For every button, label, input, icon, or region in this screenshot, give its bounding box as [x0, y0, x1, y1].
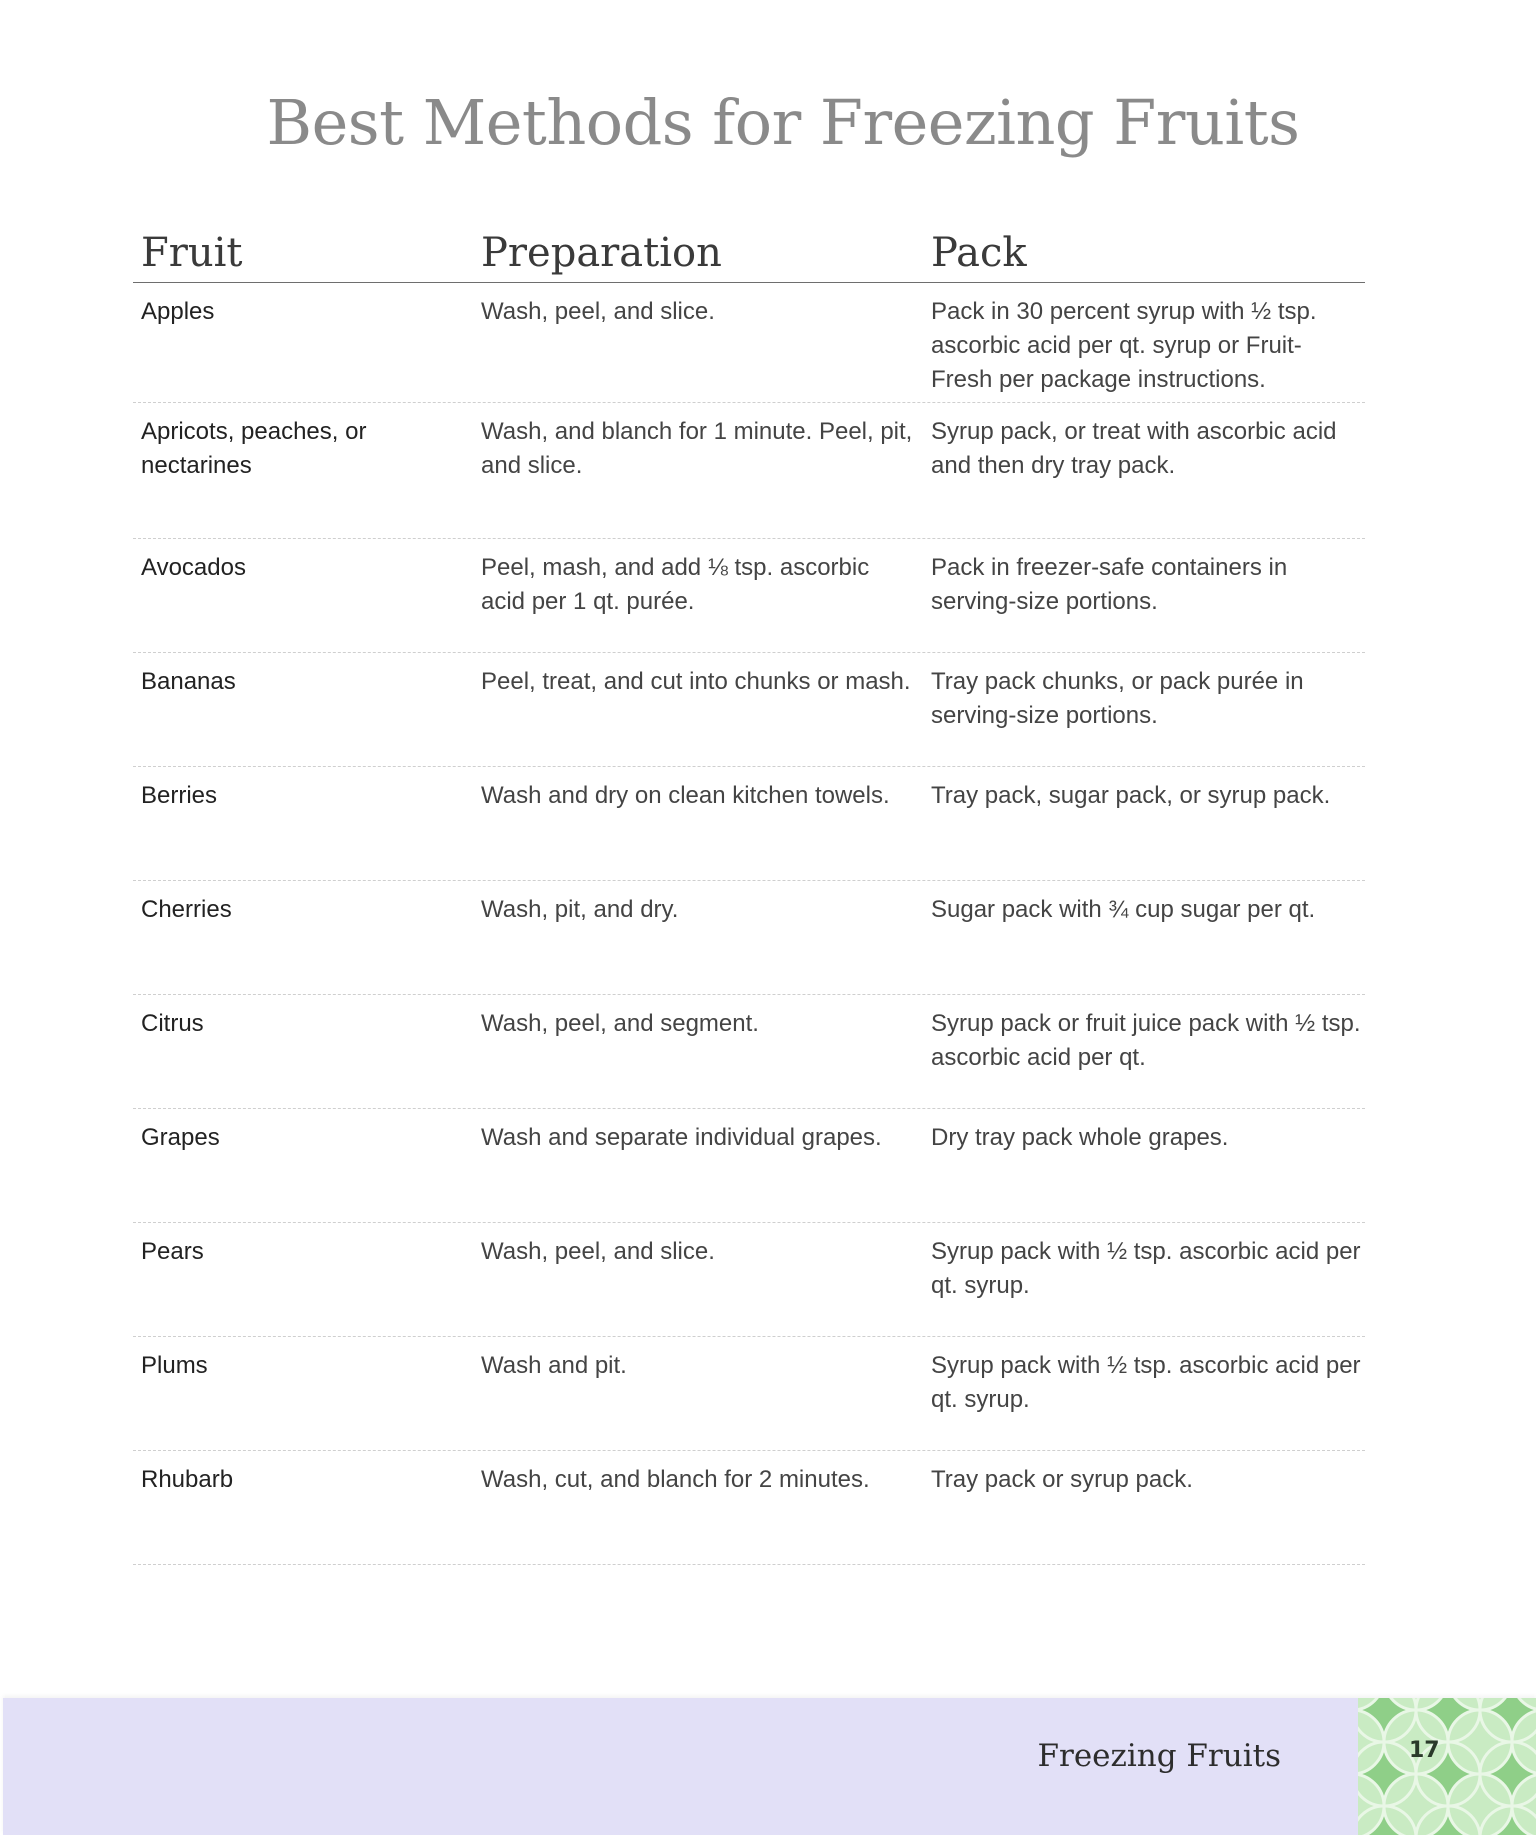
freezing-methods-table: [133, 222, 1365, 1565]
cell-pack: Pack in 30 percent syrup with ½ tsp. ascorbic acid per qt. syrup or Fruit-Fresh per package instructions.: [931, 298, 1317, 393]
column-header-fruit: Fruit: [141, 230, 243, 276]
cell-pack: Tray pack, sugar pack, or syrup pack.: [931, 782, 1331, 809]
table-row: [133, 1223, 1365, 1337]
cell-fruit: Avocados: [141, 554, 246, 581]
table-row: [133, 539, 1365, 653]
cell-pack: Sugar pack with ¾ cup sugar per qt.: [931, 896, 1316, 923]
cell-pack: Pack in freezer-safe containers in serving-size portions.: [931, 554, 1288, 615]
table-header: [133, 222, 1365, 283]
column-header-pack: Pack: [931, 230, 1027, 276]
cell-fruit: Pears: [141, 1238, 204, 1265]
table-row: [133, 403, 1365, 539]
table-row: [133, 767, 1365, 881]
cell-fruit: Cherries: [141, 896, 232, 923]
cell-fruit: Rhubarb: [141, 1466, 234, 1493]
cell-preparation: Wash, peel, and slice.: [481, 298, 715, 325]
cell-fruit: Apples: [141, 298, 215, 325]
cell-pack: Syrup pack, or treat with ascorbic acid and then dry tray pack.: [931, 418, 1337, 479]
cell-preparation: Wash, pit, and dry.: [481, 896, 679, 923]
table-row: [133, 1337, 1365, 1451]
cell-preparation: Peel, mash, and add ⅛ tsp. ascorbic acid per 1 qt. purée.: [481, 554, 870, 615]
cell-pack: Dry tray pack whole grapes.: [931, 1124, 1229, 1151]
page-number: 17: [1409, 1738, 1440, 1763]
cell-pack: Syrup pack with ½ tsp. ascorbic acid per qt. syrup.: [931, 1352, 1361, 1413]
cell-pack: Tray pack chunks, or pack purée in serving-size portions.: [931, 668, 1304, 729]
cell-pack: Syrup pack or fruit juice pack with ½ tsp. ascorbic acid per qt.: [931, 1010, 1361, 1071]
cell-preparation: Wash, cut, and blanch for 2 minutes.: [481, 1466, 870, 1493]
cell-preparation: Wash and separate individual grapes.: [481, 1124, 882, 1151]
cell-fruit: Citrus: [141, 1010, 204, 1037]
cell-preparation: Peel, treat, and cut into chunks or mash.: [481, 668, 911, 695]
table-row: [133, 1451, 1365, 1565]
table-row: [133, 653, 1365, 767]
cell-pack: Syrup pack with ½ tsp. ascorbic acid per qt. syrup.: [931, 1238, 1361, 1299]
table-row: [133, 995, 1365, 1109]
page-footer: [3, 1698, 1536, 1835]
cell-preparation: Wash and dry on clean kitchen towels.: [481, 782, 890, 809]
table-row: [133, 1109, 1365, 1223]
cell-fruit: Bananas: [141, 668, 236, 695]
decorative-pattern-tile: [1358, 1698, 1536, 1835]
cell-preparation: Wash and pit.: [481, 1352, 627, 1379]
section-title: Freezing Fruits: [1037, 1738, 1281, 1774]
table-body: [133, 283, 1365, 1565]
cell-fruit: Apricots, peaches, or nectarines: [141, 418, 367, 479]
table-row: [133, 881, 1365, 995]
cell-pack: Tray pack or syrup pack.: [931, 1466, 1193, 1493]
page-title: Best Methods for Freezing Fruits: [266, 86, 1300, 159]
cell-preparation: Wash, peel, and segment.: [481, 1010, 759, 1037]
cell-preparation: Wash, and blanch for 1 minute. Peel, pit, and slice.: [481, 418, 913, 479]
cell-preparation: Wash, peel, and slice.: [481, 1238, 715, 1265]
column-header-preparation: Preparation: [481, 230, 722, 276]
cell-fruit: Grapes: [141, 1124, 220, 1151]
cell-fruit: Berries: [141, 782, 218, 809]
cell-fruit: Plums: [141, 1352, 208, 1379]
table-row: [133, 283, 1365, 403]
